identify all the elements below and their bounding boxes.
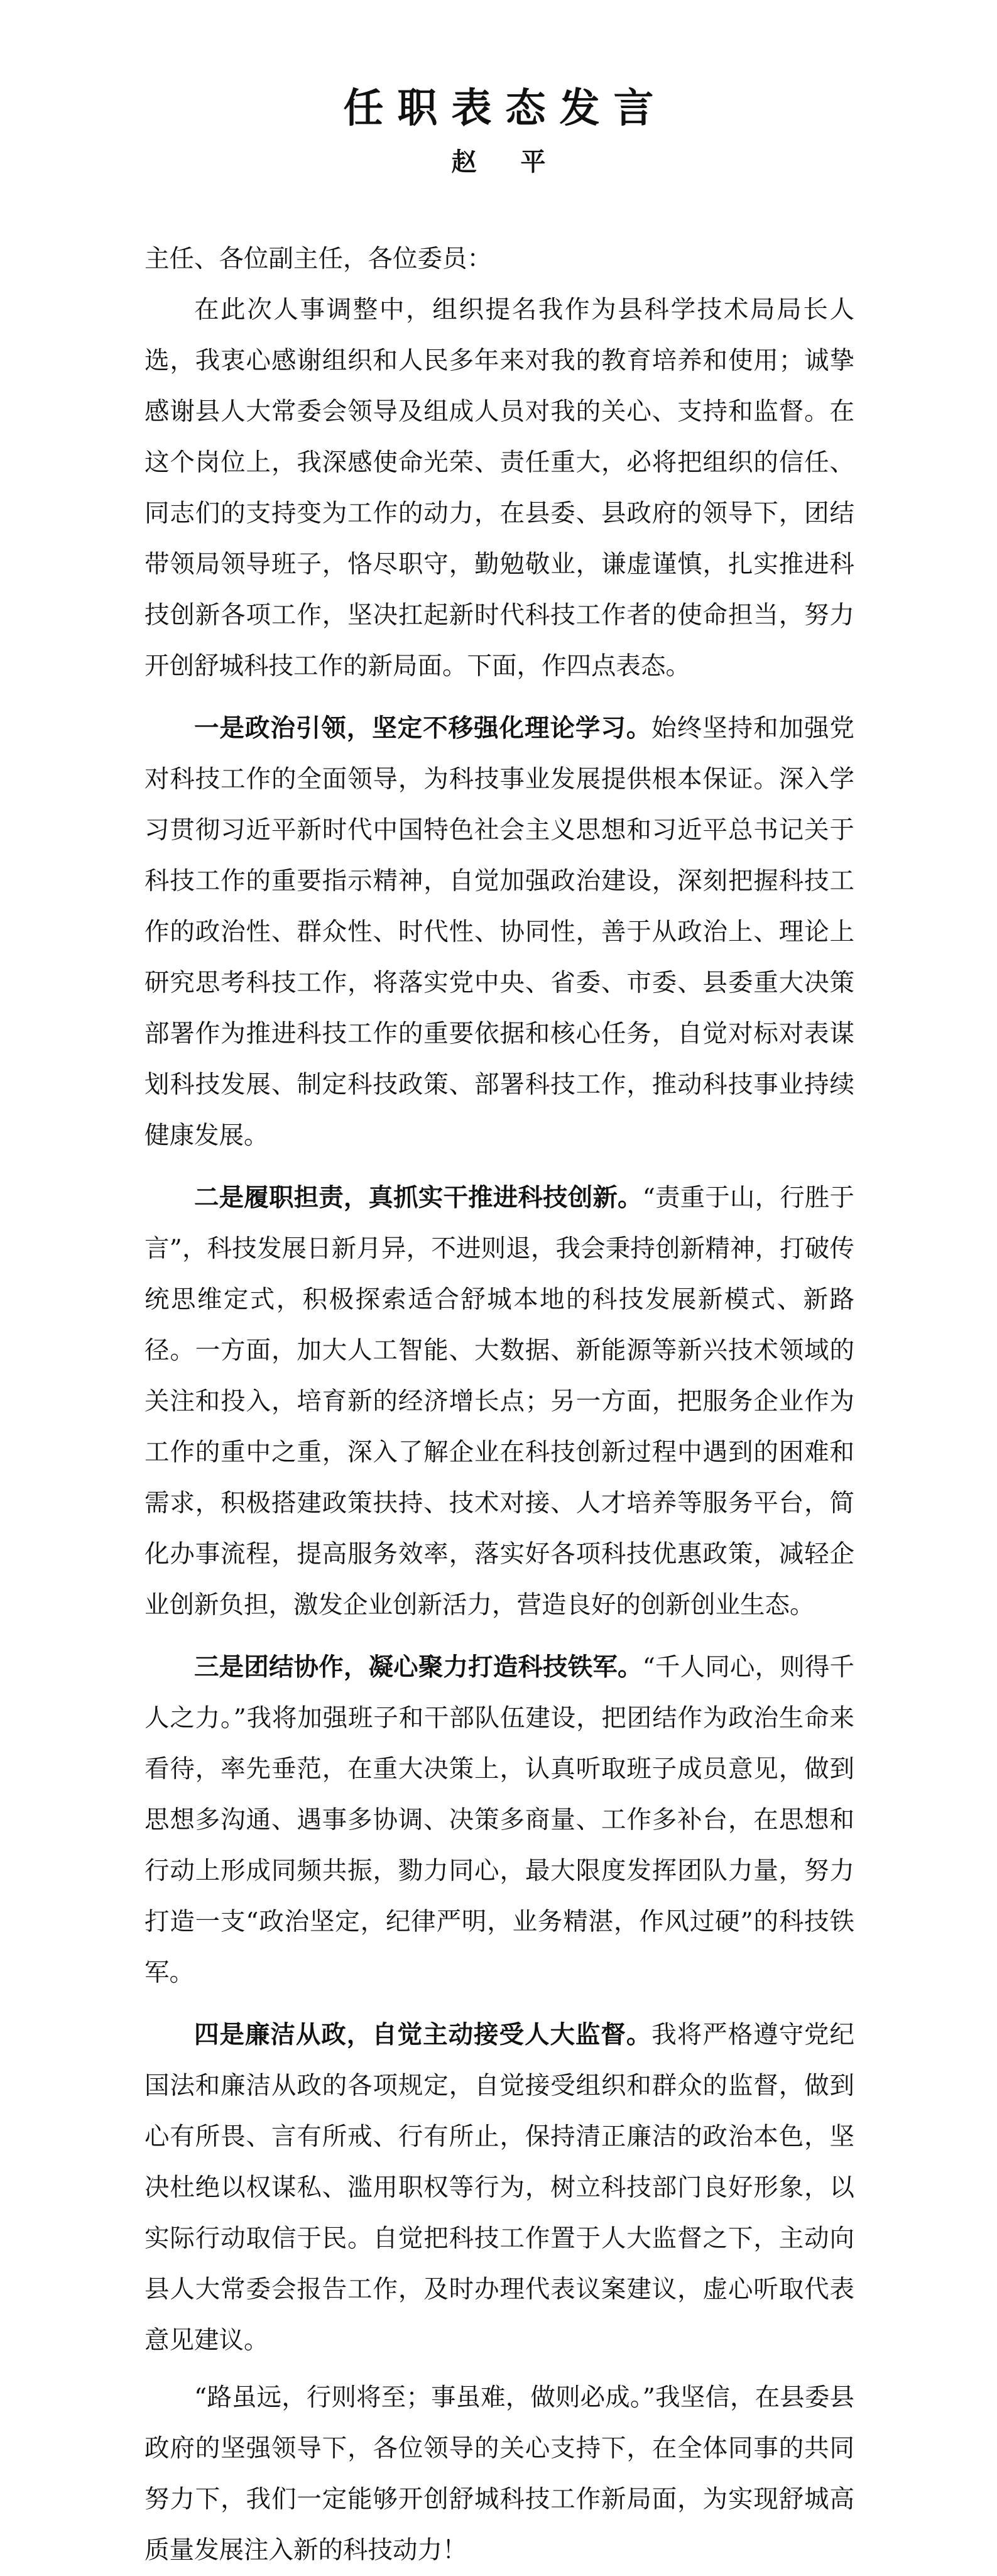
section-heading-1: 一是政治引领，坚定不移强化理论学习。 <box>194 714 652 743</box>
section-text-4: 我将严格遵守党纪国法和廉洁从政的各项规定，自觉接受组织和群众的监督，做到心有所畏、言有所戒、行有所止，保持清正廉洁的政治本色，坚决杜绝以权谋私、滥用职权等行为，树立科技部门良好形象，以实际行动取信于民。自觉把科技工作置于人大监督之下，主动向县人大常委会报告工作，及时办理代表议案建议，虚心听取代表意见建议。 <box>144 2020 855 2355</box>
document-title: 任职表态发言 <box>343 85 668 132</box>
salutation: 主任、各位副主任，各位委员： <box>144 244 492 273</box>
document-body <box>144 234 854 2576</box>
section-text-2: “责重于山，行胜于言”，科技发展日新月异，不进则退，我会秉持创新精神，打破传统思维定式，积极探索适合舒城本地的科技发展新模式、新路径。一方面，加大人工智能、大数据、新能源等新兴技术领域的关注和投入，培育新的经济增长点；另一方面，把服务企业作为工作的重中之重，深入了解企业在科技创新过程中遇到的困难和需求，积极搭建政策扶持、技术对接、人才培养等服务平台，简化办事流程，提高服务效率，落实好各项科技优惠政策，减轻企业创新负担，激发企业创新活力，营造良好的创新创业生态。 <box>144 1183 855 1620</box>
section-heading-2: 二是履职担责，真抓实干推进科技创新。 <box>194 1183 643 1212</box>
section-text-1: 始终坚持和加强党对科技工作的全面领导，为科技事业发展提供根本保证。深入学习贯彻习近平新时代中国特色社会主义思想和习近平总书记关于科技工作的重要指示精神，自觉加强政治建设，深刻把握科技工作的政治性、群众性、时代性、协同性，善于从政治上、理论上研究思考科技工作，将落实党中央、省委、市委、县委重大决策部署作为推进科技工作的重要依据和核心任务，自觉对标对表谋划科技发展、制定科技政策、部署科技工作，推动科技事业持续健康发展。 <box>144 714 855 1150</box>
section-paragraph-4 <box>144 2010 854 2366</box>
section-heading-3: 三是团结协作，凝心聚力打造科技铁军。 <box>194 1653 643 1682</box>
section-paragraph-2 <box>144 1173 854 1631</box>
section-text-3: “千人同心，则得千人之力。”我将加强班子和干部队伍建设，把团结作为政治生命来看待，率先垂范，在重大决策上，认真听取班子成员意见，做到思想多沟通、遇事多协调、决策多商量、工作多补台，在思想和行动上形成同频共振，勠力同心，最大限度发挥团队力量，努力打造一支“政治坚定，纪律严明，业务精湛，作风过硬”的科技铁军。 <box>144 1653 855 1987</box>
section-heading-4: 四是廉洁从政，自觉主动接受人大监督。 <box>194 2020 652 2049</box>
section-paragraph-3 <box>144 1642 854 1998</box>
author-name: 赵 平 <box>451 147 564 177</box>
section-paragraph-1 <box>144 703 854 1161</box>
intro-paragraph: 在此次人事调整中，组织提名我作为县科学技术局局长人选，我衷心感谢组织和人民多年来对我的教育培养和使用；诚挚感谢县人大常委会领导及组成人员对我的关心、支持和监督。在这个岗位上，我深感使命光荣、责任重大，必将把组织的信任、同志们的支持变为工作的动力，在县委、县政府的领导下，团结带领局领导班子，恪尽职守，勤勉敬业，谦虚谨慎，扎实推进科技创新各项工作，坚决扛起新时代科技工作者的使命担当，努力开创舒城科技工作的新局面。下面，作四点表态。 <box>144 295 854 681</box>
closing-paragraph: “路虽远，行则将至；事虽难，做则必成。”我坚信，在县委县政府的坚强领导下，各位领导的关心支持下，在全体同事的共同努力下，我们一定能够开创舒城科技工作新局面，为实现舒城高质量发展注入新的科技动力！ <box>144 2383 854 2565</box>
